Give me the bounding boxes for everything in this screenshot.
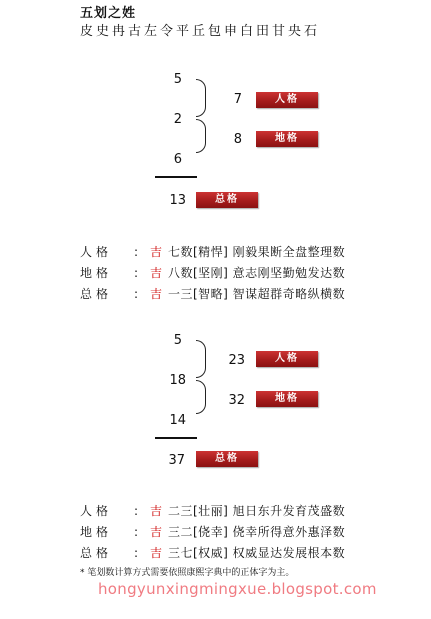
- ren-badge: 人格: [256, 351, 318, 367]
- row-label: 地格: [80, 266, 113, 280]
- fortune-row-di: [80, 523, 345, 540]
- luck-marker: 吉: [150, 525, 163, 539]
- page-title: 五划之姓: [80, 6, 137, 21]
- total-value: 13: [169, 193, 186, 208]
- stroke-count-middle: 2: [173, 112, 182, 127]
- di-badge: 地格: [256, 391, 318, 407]
- di-value: 8: [233, 132, 242, 147]
- watermark: hongyunxingmingxue.blogspot.com: [98, 580, 377, 598]
- row-description: 二三[壮丽] 旭日东升发育茂盛数: [168, 504, 346, 518]
- row-label: 人格: [80, 245, 113, 259]
- sum-line: [155, 176, 197, 178]
- ren-badge: 人格: [256, 92, 318, 108]
- fortune-row-ren: [80, 243, 345, 260]
- row-label: 总格: [80, 546, 113, 560]
- stroke-count-bottom: 14: [169, 413, 186, 428]
- row-description: 一三[智略] 智谋超群奇略纵横数: [168, 287, 346, 301]
- sum-line: [155, 437, 197, 439]
- row-label: 地格: [80, 525, 113, 539]
- row-description: 三二[侥幸] 侥幸所得意外惠泽数: [168, 525, 346, 539]
- stroke-count-top: 5: [173, 333, 182, 348]
- ren-value: 23: [228, 353, 245, 368]
- fortune-row-total: [80, 285, 345, 302]
- di-badge: 地格: [256, 131, 318, 147]
- row-description: 三七[权威] 权威显达发展根本数: [168, 546, 346, 560]
- row-description: 七数[精悍] 刚毅果断全盘整理数: [168, 245, 346, 259]
- fortune-row-di: [80, 264, 345, 281]
- fortune-row-total: [80, 544, 345, 561]
- row-label: 总格: [80, 287, 113, 301]
- total-value: 37: [168, 453, 185, 468]
- row-colon: :: [134, 546, 139, 560]
- row-colon: :: [134, 525, 139, 539]
- bracket-ren: [196, 340, 206, 378]
- fortune-row-ren: [80, 502, 345, 519]
- bracket-di: [196, 119, 206, 153]
- luck-marker: 吉: [150, 245, 163, 259]
- stroke-count-top: 5: [173, 72, 182, 87]
- total-badge: 总格: [196, 192, 258, 208]
- luck-marker: 吉: [150, 287, 163, 301]
- total-badge: 总格: [196, 451, 258, 467]
- row-colon: :: [134, 287, 139, 301]
- row-colon: :: [134, 266, 139, 280]
- row-colon: :: [134, 245, 139, 259]
- luck-marker: 吉: [150, 266, 163, 280]
- stroke-count-bottom: 6: [173, 152, 182, 167]
- stroke-count-middle: 18: [169, 373, 186, 388]
- bracket-di: [196, 380, 206, 414]
- luck-marker: 吉: [150, 504, 163, 518]
- ren-value: 7: [233, 92, 242, 107]
- row-colon: :: [134, 504, 139, 518]
- footnote: * 笔划数计算方式需要依照康熙字典中的正体字为主。: [80, 568, 295, 578]
- bracket-ren: [196, 79, 206, 117]
- luck-marker: 吉: [150, 546, 163, 560]
- row-description: 八数[坚刚] 意志刚坚勤勉发达数: [168, 266, 346, 280]
- surname-list: 皮史冉古左令平丘包申白田甘央石: [80, 24, 321, 39]
- di-value: 32: [228, 393, 245, 408]
- row-label: 人格: [80, 504, 113, 518]
